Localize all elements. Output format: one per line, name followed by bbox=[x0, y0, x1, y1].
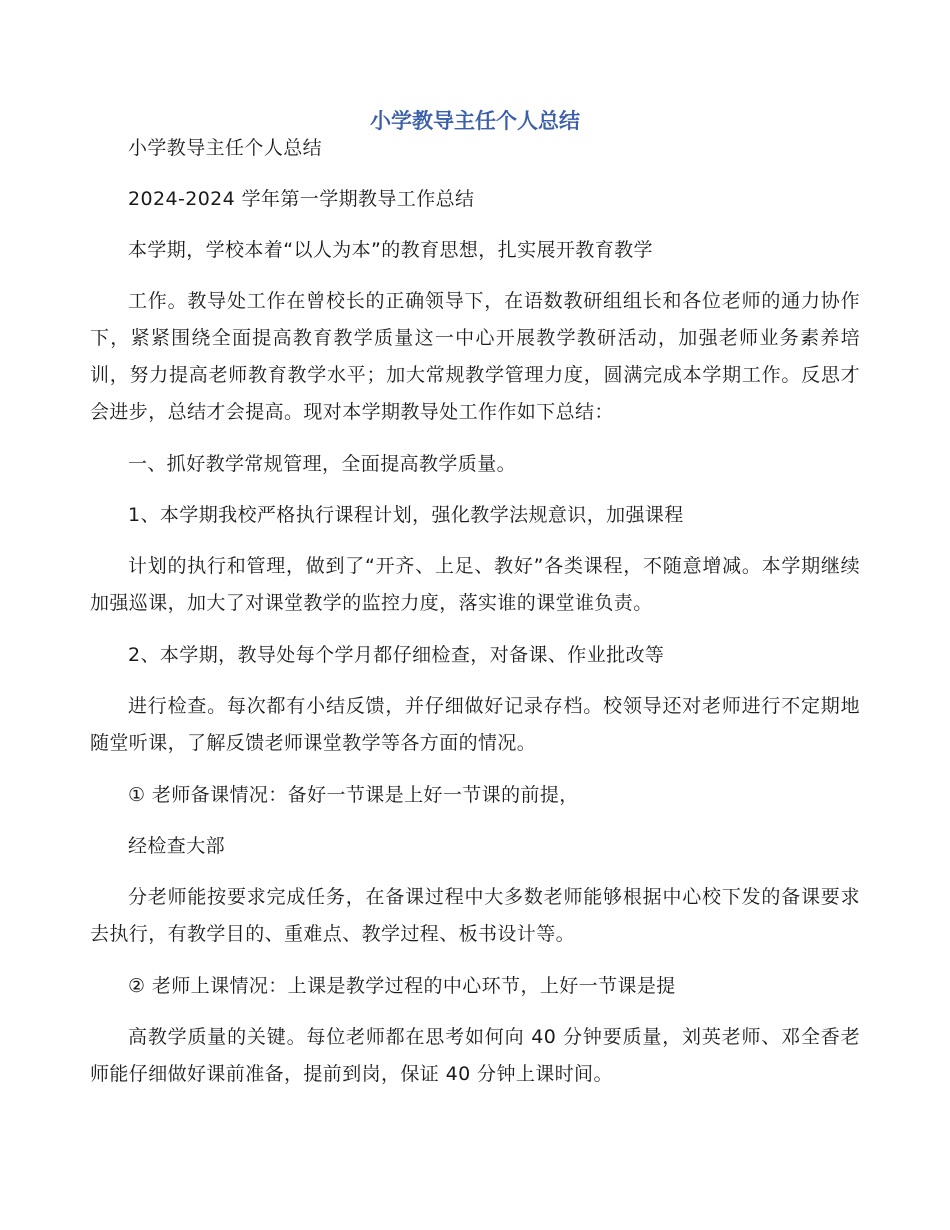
paragraph-item-1-lead: 1、本学期我校严格执行课程计划，强化教学法规意识，加强课程 bbox=[128, 504, 684, 526]
paragraph-item-2-lead: 2、本学期，教导处每个学月都仔细检查，对备课、作业批改等 bbox=[128, 644, 665, 666]
paragraph-heading-repeat: 小学教导主任个人总结 bbox=[128, 137, 323, 159]
paragraph-teaching-lead: ② 老师上课情况：上课是教学过程的中心环节，上好一节课是提 bbox=[128, 975, 676, 997]
document-body bbox=[90, 130, 860, 1093]
paragraph-item-2-body: 进行检查。每次都有小结反馈，并仔细做好记录存档。校领导还对老师进行不定期地随堂听课，了解反馈老师课堂教学等各方面的情况。 bbox=[90, 695, 860, 754]
paragraph-lesson-prep-body: 分老师能按要求完成任务，在备课过程中大多数老师能够根据中心校下发的备课要求去执行，有教学目的、重难点、教学过程、板书设计等。 bbox=[90, 886, 860, 945]
paragraph-lesson-prep-lead: ① 老师备课情况：备好一节课是上好一节课的前提， bbox=[128, 784, 579, 806]
paragraph-section-one: 一、抓好教学常规管理，全面提高教学质量。 bbox=[128, 453, 517, 475]
paragraph-intro: 本学期，学校本着“以人为本”的教育思想，扎实展开教育教学 bbox=[128, 239, 653, 261]
paragraph-overview: 工作。教导处工作在曾校长的正确领导下，在语数教研组组长和各位老师的通力协作下，紧紧围绕全面提高教育教学质量这一中心开展教学教研活动，加强老师业务素养培训，努力提高老师教育教学水平；加大常规教学管理力度，圆满完成本学期工作。反思才会进步，总结才会提高。现对本学期教导处工作作如下总结： bbox=[90, 290, 860, 423]
paragraph-term-title: 2024-2024 学年第一学期教导工作总结 bbox=[128, 188, 475, 210]
paragraph-item-1-body: 计划的执行和管理，做到了“开齐、上足、教好”各类课程，不随意增减。本学期继续加强巡课，加大了对课堂教学的监控力度，落实谁的课堂谁负责。 bbox=[90, 555, 860, 614]
paragraph-teaching-body: 高教学质量的关键。每位老师都在思考如何向 40 分钟要质量，刘英老师、邓全香老师能仔细做好课前准备，提前到岗，保证 40 分钟上课时间。 bbox=[90, 1026, 860, 1085]
document-title: 小学教导主任个人总结 bbox=[370, 108, 580, 133]
paragraph-lesson-prep-fragment: 经检查大部 bbox=[128, 835, 226, 857]
